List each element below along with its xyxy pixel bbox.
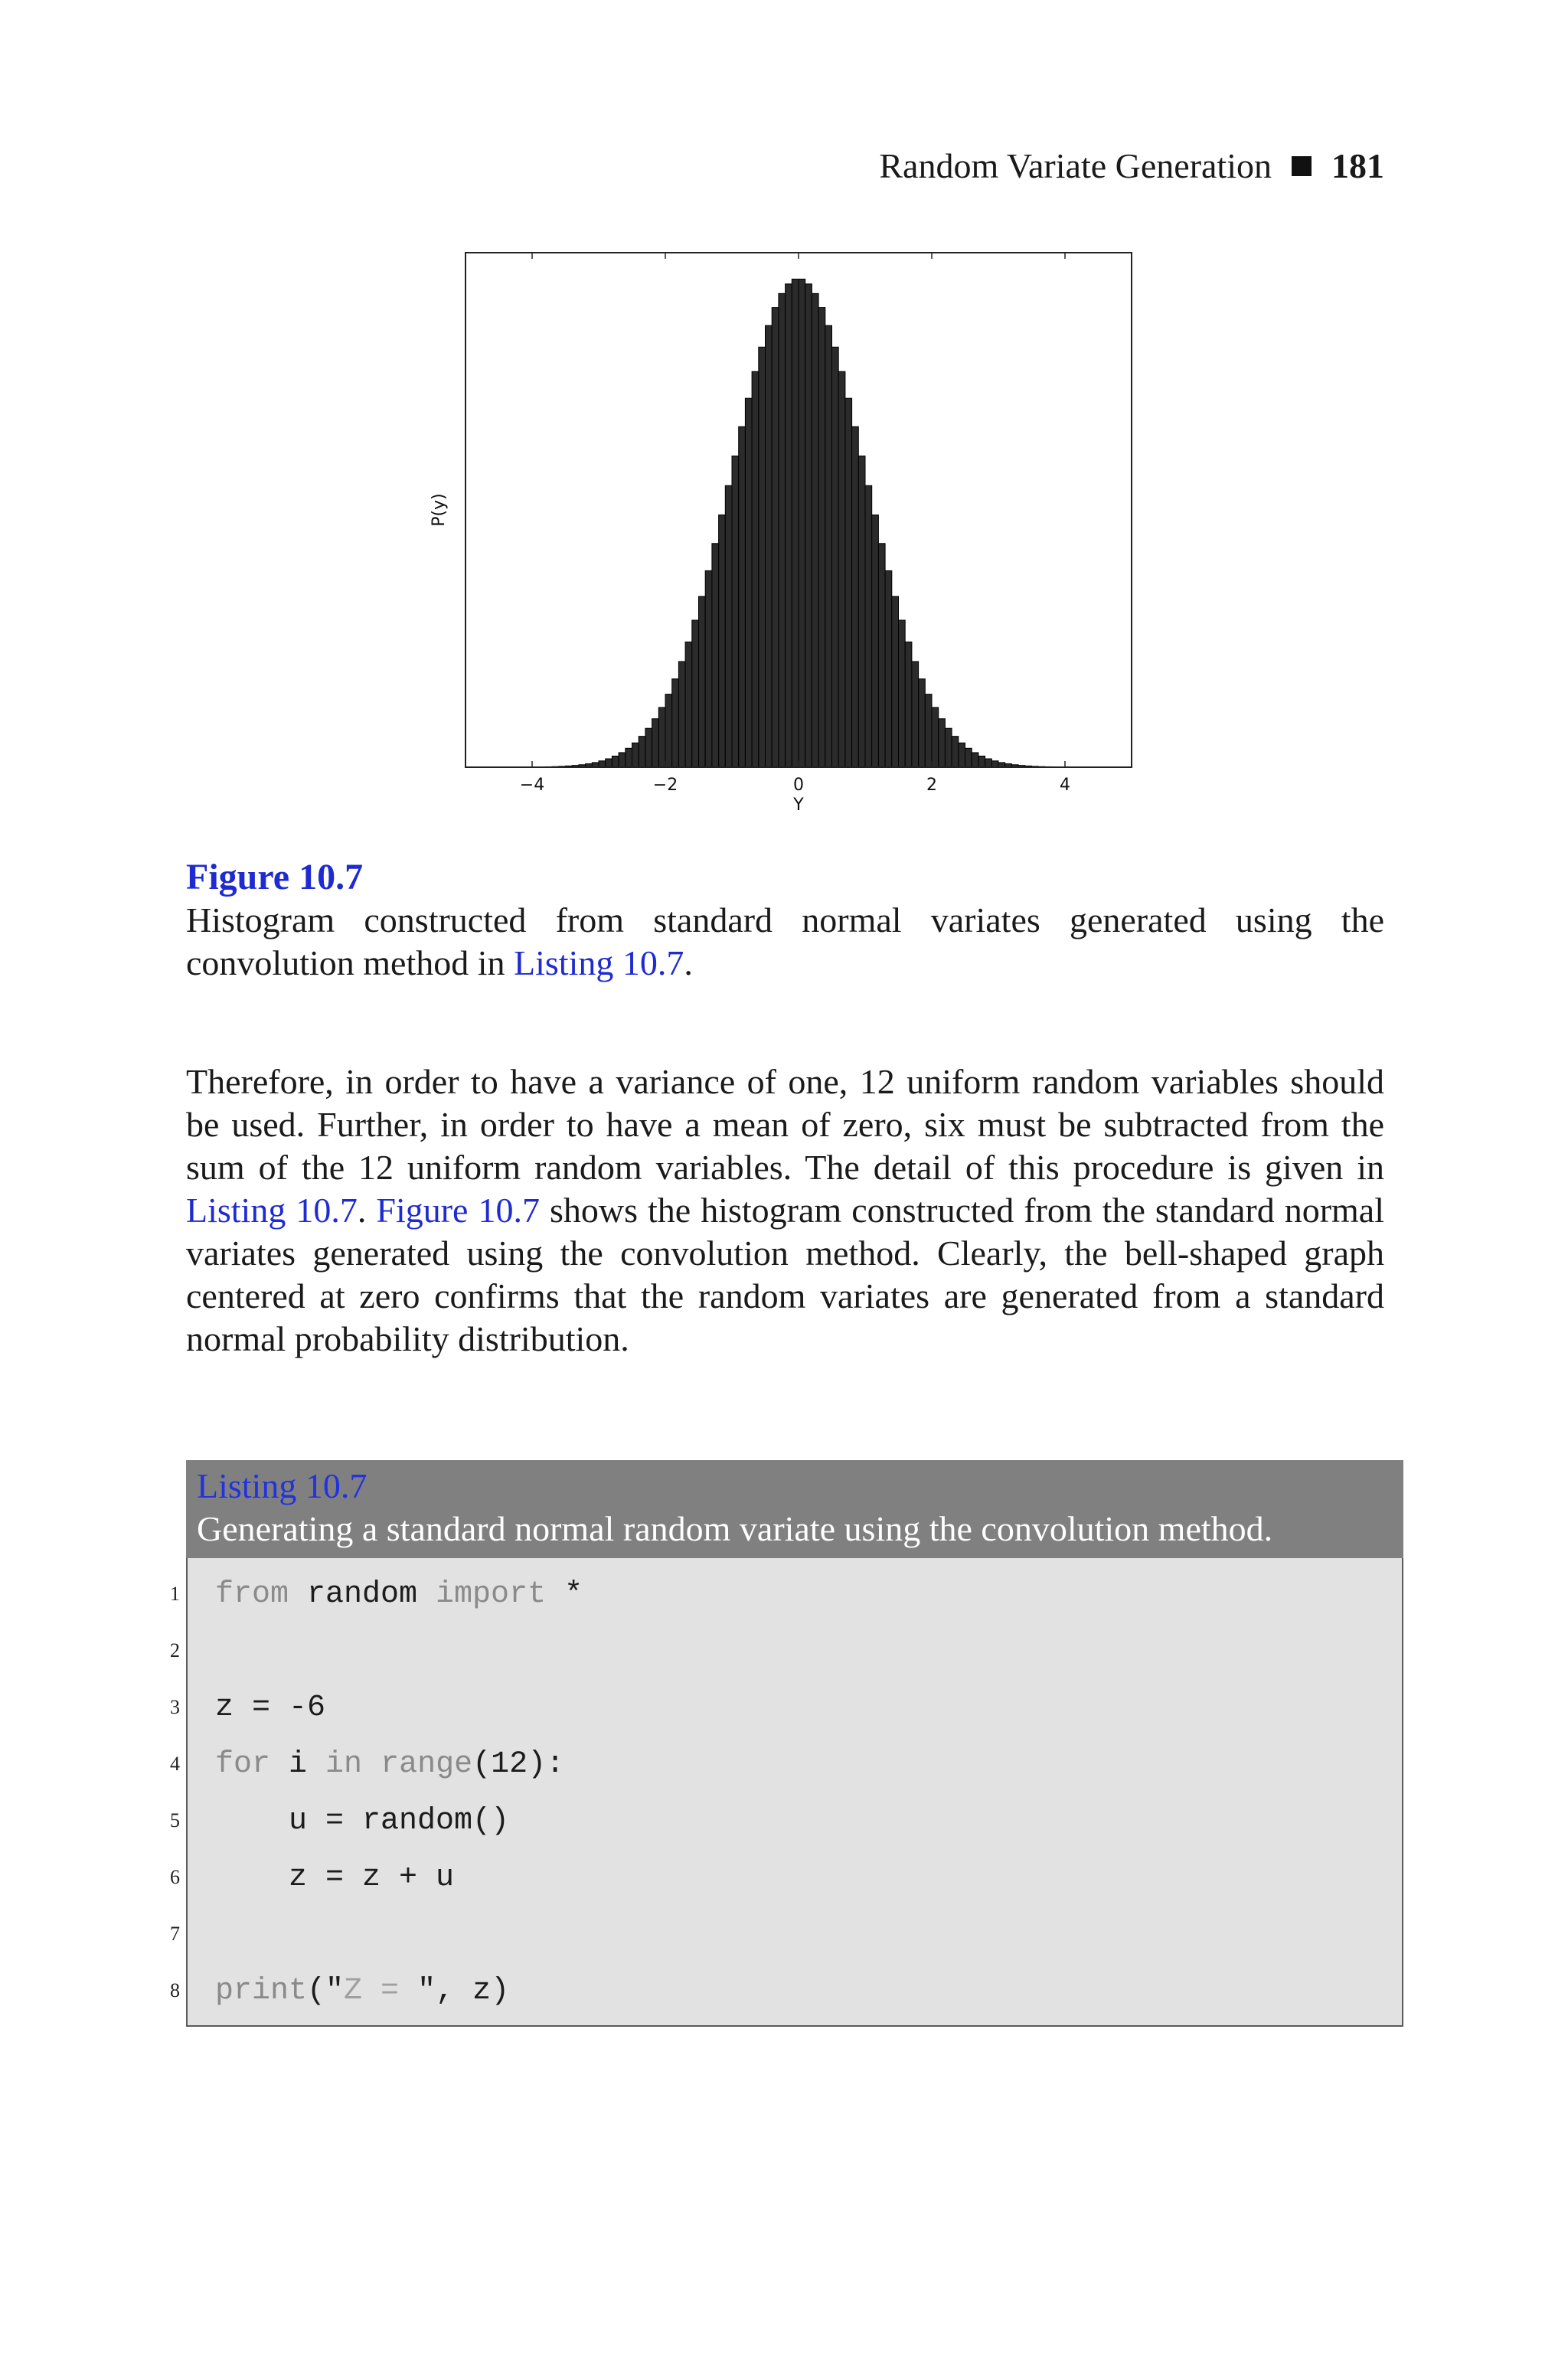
histogram-bar bbox=[712, 544, 719, 767]
code-text: print("Z = ", z) bbox=[215, 1973, 510, 2008]
caption-listing-link[interactable]: Listing 10.7 bbox=[514, 943, 684, 982]
histogram-bar bbox=[739, 426, 746, 767]
histogram-bar bbox=[965, 748, 972, 767]
histogram-bar bbox=[732, 456, 739, 767]
histogram-bar bbox=[725, 485, 732, 767]
histogram-bar bbox=[885, 570, 892, 767]
histogram-bar bbox=[805, 284, 812, 767]
code-text: for i in range(12): bbox=[215, 1747, 565, 1782]
code-line bbox=[170, 1962, 1402, 2019]
histogram-bar bbox=[832, 347, 839, 767]
x-axis-label: Y bbox=[793, 796, 804, 815]
code-line bbox=[170, 1906, 1402, 1962]
histogram-bar bbox=[812, 293, 818, 767]
x-tick-label: 4 bbox=[1060, 776, 1070, 795]
histogram-bar bbox=[652, 719, 659, 767]
body-figure-link[interactable]: Figure 10.7 bbox=[376, 1191, 540, 1230]
figure-caption-text bbox=[186, 899, 1384, 985]
code-text: z = -6 bbox=[215, 1690, 326, 1725]
histogram-bar bbox=[599, 761, 606, 767]
histogram-bar bbox=[865, 485, 872, 767]
line-number: 6 bbox=[170, 1866, 180, 1888]
histogram-bar bbox=[852, 426, 859, 767]
code-line bbox=[170, 1736, 1402, 1792]
histogram-bar bbox=[878, 544, 885, 767]
histogram-bar bbox=[766, 325, 773, 767]
histogram-bar bbox=[626, 748, 632, 767]
histogram-bar bbox=[978, 756, 985, 767]
histogram-bar bbox=[786, 284, 792, 767]
histogram-bar bbox=[959, 743, 965, 767]
histogram-bar bbox=[932, 707, 939, 767]
line-number: 2 bbox=[170, 1639, 180, 1662]
line-number: 1 bbox=[170, 1583, 180, 1605]
histogram-bar bbox=[719, 515, 726, 767]
histogram-bar bbox=[899, 620, 906, 767]
histogram-bar bbox=[912, 662, 919, 767]
histogram-bar bbox=[925, 694, 932, 767]
histogram-bar bbox=[672, 679, 679, 767]
histogram-bar bbox=[678, 662, 685, 767]
histogram-bar bbox=[658, 707, 665, 767]
code-text: u = random() bbox=[215, 1803, 510, 1838]
histogram-bar bbox=[838, 371, 845, 767]
line-number: 4 bbox=[170, 1753, 180, 1775]
histogram-bar bbox=[858, 456, 865, 767]
x-tick-label: 2 bbox=[926, 776, 937, 795]
code-block bbox=[170, 1558, 1403, 2027]
x-tick-label: 0 bbox=[793, 776, 804, 795]
histogram-bar bbox=[772, 308, 779, 767]
line-number: 8 bbox=[170, 1979, 180, 2001]
code-text: from random import * bbox=[215, 1577, 583, 1612]
histogram-bar bbox=[919, 679, 926, 767]
code-line bbox=[170, 1792, 1402, 1849]
histogram-bar bbox=[745, 398, 752, 767]
histogram-bar bbox=[985, 759, 992, 767]
histogram-bar bbox=[872, 515, 879, 767]
histogram-bar bbox=[991, 761, 998, 767]
listing-title: Generating a standard normal random variate using the convolution method. bbox=[197, 1509, 1273, 1548]
code-listing bbox=[170, 1460, 1403, 2027]
histogram-bar bbox=[845, 398, 852, 767]
histogram-bar bbox=[892, 596, 899, 767]
listing-header bbox=[186, 1460, 1403, 1558]
x-tick-label: −4 bbox=[519, 776, 545, 795]
histogram-bar bbox=[792, 279, 799, 767]
code-line bbox=[170, 1566, 1402, 1622]
x-tick-label: −2 bbox=[652, 776, 678, 795]
y-axis-label: P(y) bbox=[430, 493, 449, 527]
histogram-bar bbox=[799, 279, 805, 767]
histogram-bar bbox=[632, 743, 639, 767]
listing-label: Listing 10.7 bbox=[197, 1466, 368, 1505]
histogram-bar bbox=[705, 570, 712, 767]
body-text-b: . bbox=[357, 1191, 377, 1230]
running-title: Random Variate Generation bbox=[879, 146, 1272, 185]
histogram-bar bbox=[818, 308, 825, 767]
body-listing-link[interactable]: Listing 10.7 bbox=[186, 1191, 358, 1230]
figure-caption bbox=[186, 856, 1384, 985]
line-number: 3 bbox=[170, 1696, 180, 1718]
body-text-a: Therefore, in order to have a variance of one, 12 uniform random variables should be used. Further, in order to have a mean of zero, six must be subtracted from the sum of the 12 uniform random variables. The detail of this procedure is given in bbox=[186, 1062, 1384, 1187]
figure-label: Figure 10.7 bbox=[186, 857, 364, 897]
line-number: 7 bbox=[170, 1923, 180, 1945]
histogram-bar bbox=[939, 719, 946, 767]
running-head bbox=[879, 145, 1384, 186]
histogram-bar bbox=[699, 596, 706, 767]
histogram-bar bbox=[945, 728, 952, 767]
page-number: 181 bbox=[1331, 146, 1384, 185]
histogram-bar bbox=[645, 728, 652, 767]
histogram-bar bbox=[606, 759, 612, 767]
histogram-chart bbox=[413, 245, 1164, 842]
histogram-bar bbox=[685, 642, 692, 767]
code-line bbox=[170, 1679, 1402, 1736]
code-line bbox=[170, 1849, 1402, 1906]
histogram-bar bbox=[759, 347, 766, 767]
code-text: z = z + u bbox=[215, 1860, 455, 1895]
body-paragraph bbox=[186, 1060, 1384, 1361]
histogram-bar bbox=[619, 753, 626, 767]
figure-histogram bbox=[413, 245, 1164, 842]
histogram-bar bbox=[665, 694, 672, 767]
histogram-bar bbox=[692, 620, 699, 767]
caption-end: . bbox=[684, 943, 693, 982]
code-line bbox=[170, 1622, 1402, 1679]
histogram-bar bbox=[612, 756, 619, 767]
body-text-c: shows the histogram constructed from the standard normal variates generated using the convolution method. Clearly, the bell-shaped graph centered at zero confirms that the random variates are generated from a standard normal probability distribution. bbox=[186, 1191, 1385, 1358]
histogram-bar bbox=[752, 371, 759, 767]
line-number: 5 bbox=[170, 1809, 180, 1831]
histogram-bar bbox=[952, 737, 959, 767]
square-bullet-icon bbox=[1292, 156, 1312, 176]
histogram-bar bbox=[825, 325, 832, 767]
histogram-bar bbox=[779, 293, 786, 767]
caption-text: Histogram constructed from standard normal variates generated using the convolution method in bbox=[186, 900, 1384, 982]
histogram-bar bbox=[972, 753, 978, 767]
histogram-bar bbox=[639, 737, 645, 767]
histogram-bar bbox=[905, 642, 912, 767]
